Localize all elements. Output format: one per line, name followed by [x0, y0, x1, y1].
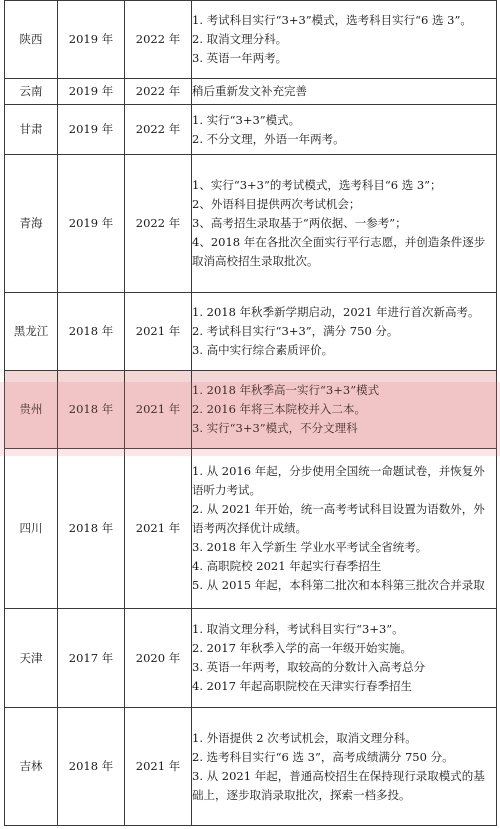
province-cell: 云南: [5, 79, 58, 105]
province-cell: 陕西: [5, 1, 58, 79]
table-row: [5, 371, 497, 449]
policy-detail-cell: [192, 609, 497, 708]
start-year-cell: 2017 年: [58, 609, 125, 708]
end-year-cell: 2022 年: [125, 1, 192, 79]
table-row: [5, 293, 497, 371]
policy-detail-line: 1. 从 2016 年起，分步使用全国统一命题试卷，并恢复外语听力考试。: [192, 464, 485, 497]
policy-detail-cell: [192, 155, 497, 293]
policy-detail-line: 1. 2018 年秋季新学期启动，2021 年进行首次新高考。: [192, 305, 480, 319]
policy-detail-line: 2. 2016 年将三本院校并入二本。: [192, 402, 367, 416]
policy-detail-line: 1. 考试科目实行“3+3”模式，选考科目实行“6 选 3”。: [192, 13, 472, 27]
policy-detail-cell: [192, 293, 497, 371]
table-row: [5, 449, 497, 609]
policy-detail-line: 4. 2017 年起高职院校在天津实行春季招生: [192, 679, 413, 693]
province-cell: 贵州: [5, 371, 58, 449]
policy-detail-cell: [192, 1, 497, 79]
end-year-cell: 2021 年: [125, 293, 192, 371]
policy-detail-line: 1. 实行“3+3”模式。: [192, 112, 301, 127]
province-cell: 吉林: [5, 708, 58, 826]
table-row: [5, 609, 497, 708]
end-year-cell: 2021 年: [125, 371, 192, 449]
table-row: [5, 708, 497, 826]
policy-detail-line: 稍后重新发文补充完善: [192, 84, 307, 98]
end-year-cell: 2021 年: [125, 708, 192, 826]
province-cell: 黑龙江: [5, 293, 58, 371]
policy-detail-line: 2. 选考科目实行“6 选 3”，高考成绩满分 750 分。: [192, 749, 454, 764]
policy-detail-line: 3. 英语一年两考，取较高的分数计入高考总分: [192, 660, 426, 674]
end-year-cell: 2022 年: [125, 155, 192, 293]
policy-detail-line: 5. 从 2015 年起，本科第二批次和本科第三批次合并录取: [192, 578, 485, 592]
policy-detail-line: 3. 英语一年两考。: [192, 51, 288, 65]
policy-detail-line: 3. 从 2021 年起，普通高校招生在保持现行录取模式的基础上，逐步取消录取批次，探索一档多投。: [192, 768, 485, 802]
policy-detail-line: 2. 考试科目实行“3+3”，满分 750 分。: [192, 324, 399, 338]
gaokao-reform-table: [4, 0, 497, 826]
end-year-cell: 2021 年: [125, 449, 192, 609]
policy-detail-line: 2. 不分文理，外语一年两考。: [192, 131, 345, 146]
table-row: [5, 105, 497, 155]
policy-detail-line: 2. 2017 年秋季入学的高一年级开始实施。: [192, 641, 413, 655]
table-row: [5, 155, 497, 293]
province-cell: 天津: [5, 609, 58, 708]
policy-detail-line: 2. 取消文理分科。: [192, 32, 288, 46]
policy-detail-cell: [192, 449, 497, 609]
policy-detail-line: 3. 实行“3+3”模式，不分文理科: [192, 421, 358, 435]
policy-detail-cell: [192, 79, 497, 105]
start-year-cell: 2018 年: [58, 293, 125, 371]
start-year-cell: 2019 年: [58, 1, 125, 79]
policy-detail-line: 4. 高职院校 2021 年起实行春季招生: [192, 559, 382, 573]
table-body: [5, 1, 497, 826]
policy-detail-cell: [192, 105, 497, 155]
start-year-cell: 2018 年: [58, 708, 125, 826]
start-year-cell: 2019 年: [58, 155, 125, 293]
policy-detail-cell: [192, 708, 497, 826]
start-year-cell: 2019 年: [58, 105, 125, 155]
table-row: [5, 1, 497, 79]
policy-detail-line: 2. 从 2021 年开始，统一高考考试科目设置为语数外，外语考两次择优计成绩。: [192, 502, 485, 535]
start-year-cell: 2018 年: [58, 371, 125, 449]
policy-detail-line: 1. 2018 年秋季高一实行“3+3”模式: [192, 383, 380, 397]
policy-detail-line: 1、实行“3+3”的考试模式，选考科目“6 选 3”；: [192, 178, 442, 192]
policy-detail-line: 3. 2018 年入学新生 学业水平考试全省统考。: [192, 540, 428, 554]
policy-detail-line: 1. 外语提供 2 次考试机会，取消文理分科。: [192, 730, 417, 745]
policy-detail-line: 2、外语科目提供两次考试机会；: [192, 197, 361, 211]
policy-detail-line: 4、2018 年在各批次全面实行平行志愿，并创造条件逐步取消高校招生录取批次。: [192, 235, 486, 268]
policy-detail-line: 3、高考招生录取基于“两依据、一参考”；: [192, 216, 407, 230]
policy-detail-cell: [192, 371, 497, 449]
policy-detail-line: 1. 取消文理分科，考试科目实行“3+3”。: [192, 622, 404, 636]
end-year-cell: 2022 年: [125, 79, 192, 105]
start-year-cell: 2018 年: [58, 449, 125, 609]
end-year-cell: 2020 年: [125, 609, 192, 708]
policy-detail-line: 3. 高中实行综合素质评价。: [192, 343, 334, 357]
province-cell: 甘肃: [5, 105, 58, 155]
end-year-cell: 2022 年: [125, 105, 192, 155]
province-cell: 青海: [5, 155, 58, 293]
table-row: [5, 79, 497, 105]
start-year-cell: 2019 年: [58, 79, 125, 105]
province-cell: 四川: [5, 449, 58, 609]
